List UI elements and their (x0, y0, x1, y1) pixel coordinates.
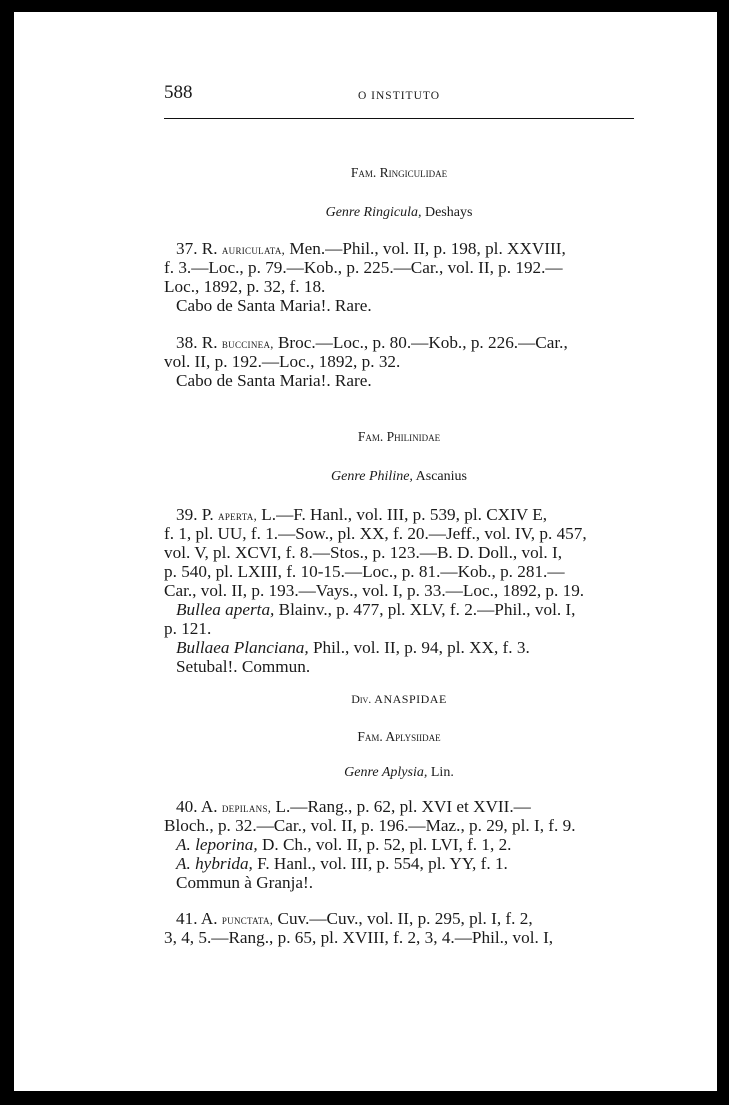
document-page (14, 12, 717, 1091)
entry-text: D. Ch., vol. II, p. 52, pl. LVI, f. 1, 2. (257, 835, 512, 854)
entry-number: 37. R. (176, 239, 218, 258)
entry-text: Men.—Phil., vol. II, p. 198, pl. XXVIII, (285, 239, 566, 258)
page-number: 588 (164, 82, 193, 103)
synonym-name: Bullea aperta, (176, 600, 275, 619)
entry-37-locality: Cabo de Santa Maria!. Rare. (176, 296, 372, 315)
genus-heading-philine (164, 468, 634, 486)
entry-41-line-2: 3, 4, 5.—Rang., p. 65, pl. XVIII, f. 2, 3, 4.—Phil., vol. I, (164, 928, 554, 947)
division-heading (164, 690, 634, 708)
species-name: auriculata, (221, 243, 286, 257)
genus-name: Genre Ringicula, (325, 205, 422, 220)
entry-40-line-1 (164, 798, 634, 817)
entry-text: L.—F. Hanl., vol. III, p. 539, pl. CXIV E, (257, 505, 547, 524)
genus-author: Ascanius (415, 469, 467, 484)
entry-37-line-1 (164, 240, 634, 259)
entry-39-synonym-2 (164, 639, 646, 657)
division-name: ANASPIDAE (374, 692, 447, 706)
synonym-name: Bullaea Planciana, (176, 638, 309, 657)
entry-37-line-2: f. 3.—Loc., p. 79.—Kob., p. 225.—Car., vol. II, p. 192.— (164, 258, 563, 277)
family-heading-philinidae: Fam. Philinidae (357, 429, 441, 444)
genus-author: Lin. (430, 765, 454, 780)
entry-text: Blainv., p. 477, pl. XLV, f. 2.—Phil., vol. I, (274, 600, 576, 619)
entry-39-line-1 (164, 506, 634, 525)
species-name: buccinea, (221, 337, 274, 351)
genus-name: Genre Philine, (331, 469, 413, 484)
family-heading-ringiculidae: Fam. Ringiculidae (350, 165, 448, 180)
entry-37-line-3: Loc., 1892, p. 32, f. 18. (164, 277, 326, 296)
entry-40-synonym-2 (164, 855, 646, 873)
entry-40-line-2: Bloch., p. 32.—Car., vol. II, p. 196.—Maz., p. 29, pl. I, f. 9. (164, 816, 576, 835)
genus-author: Deshays (424, 205, 473, 220)
entry-text: Phil., vol. II, p. 94, pl. XX, f. 3. (308, 638, 530, 657)
entry-39-line-5: Car., vol. II, p. 193.—Vays., vol. I, p. 33.—Loc., 1892, p. 19. (164, 581, 585, 600)
synonym-name: A. hybrida, (176, 854, 253, 873)
species-name: punctata, (221, 913, 274, 927)
entry-38-line-2: vol. II, p. 192.—Loc., 1892, p. 32. (164, 352, 401, 371)
genus-heading-ringicula (164, 204, 634, 222)
entry-39-line-3: vol. V, pl. XCVI, f. 8.—Stos., p. 123.—B. D. Doll., vol. I, (164, 543, 563, 562)
entry-38-locality: Cabo de Santa Maria!. Rare. (176, 371, 372, 390)
entry-39-synonym-1 (164, 601, 646, 619)
family-heading-aplysiidae: Fam. Aplysiidae (357, 729, 441, 744)
entry-38-line-1 (164, 334, 634, 353)
entry-40-synonym-1 (164, 836, 646, 854)
entry-number: 38. R. (176, 333, 218, 352)
synonym-name: A. leporina, (176, 835, 258, 854)
entry-39-line-7: p. 121. (164, 619, 212, 638)
genus-heading-aplysia (164, 764, 634, 782)
entry-text: F. Hanl., vol. III, p. 554, pl. YY, f. 1. (252, 854, 508, 873)
page-header (164, 82, 634, 119)
entry-39-line-2: f. 1, pl. UU, f. 1.—Sow., pl. XX, f. 20.—Jeff., vol. IV, p. 457, (164, 524, 587, 543)
entry-40-locality: Commun à Granja!. (176, 873, 313, 892)
genus-name: Genre Aplysia, (344, 765, 428, 780)
entry-number: 41. A. (176, 909, 218, 928)
entry-text: Cuv.—Cuv., vol. II, p. 295, pl. I, f. 2, (273, 909, 533, 928)
species-name: depilans, (221, 801, 272, 815)
entry-41-line-1 (164, 910, 634, 929)
entry-number: 39. P. (176, 505, 214, 524)
entry-text: L.—Rang., p. 62, pl. XVI et XVII.— (271, 797, 531, 816)
entry-39-line-4: p. 540, pl. LXIII, f. 10-15.—Loc., p. 81.—Kob., p. 281.— (164, 562, 565, 581)
entry-39-locality: Setubal!. Commun. (176, 657, 311, 676)
running-title: O INSTITUTO (357, 90, 441, 102)
division-prefix: Div. (351, 692, 372, 706)
entry-number: 40. A. (176, 797, 218, 816)
species-name: aperta, (218, 509, 257, 523)
entry-text: Broc.—Loc., p. 80.—Kob., p. 226.—Car., (273, 333, 568, 352)
